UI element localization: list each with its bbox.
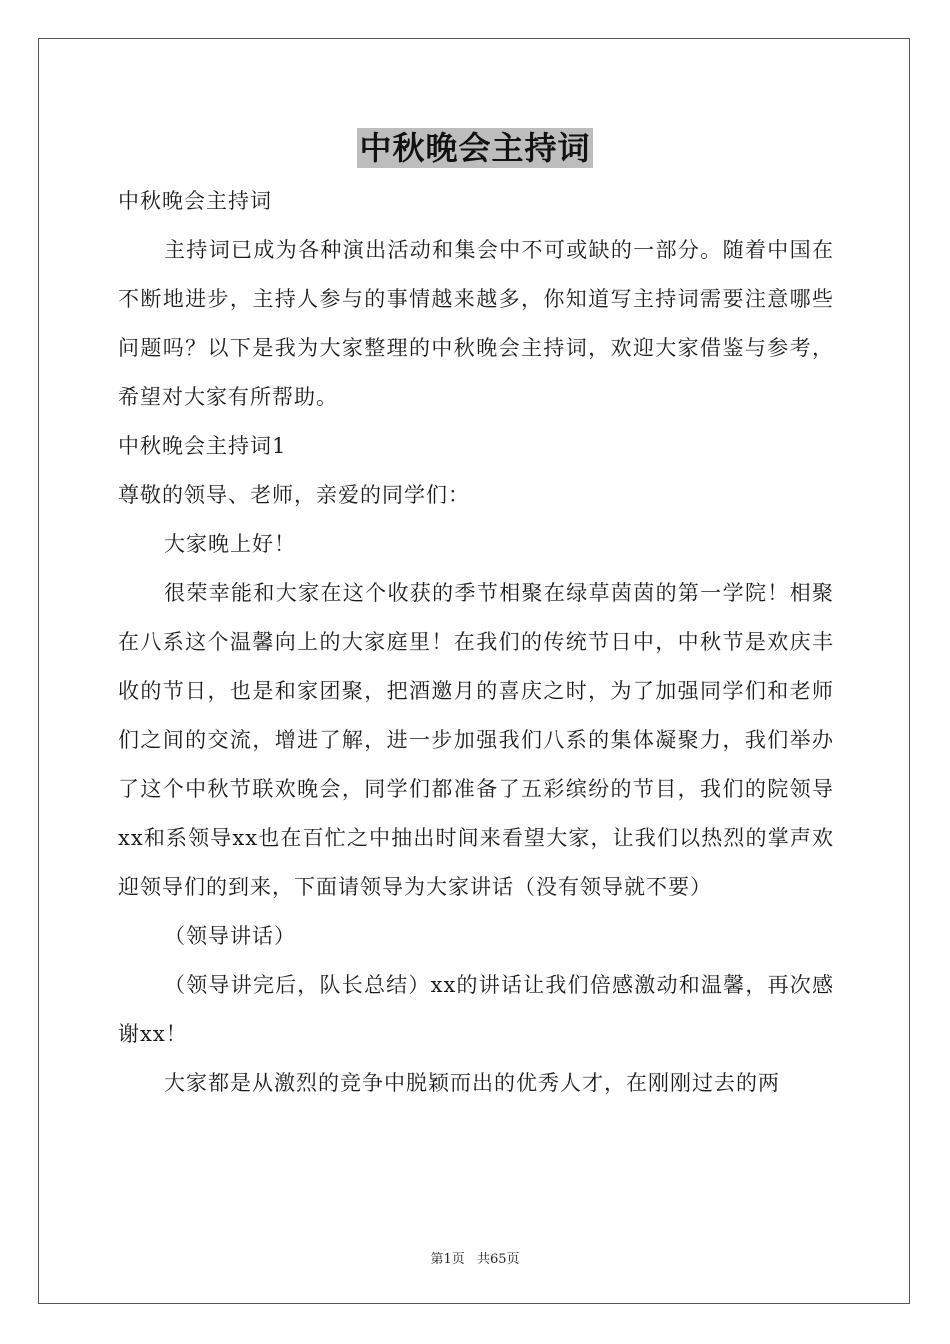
paragraph-thanks: （领导讲完后，队长总结）xx的讲话让我们倍感激动和温馨，再次感谢xx！ (118, 973, 834, 1046)
section-heading-1: 中秋晚会主持词1 (118, 434, 287, 458)
document-body (118, 177, 834, 1108)
page-total: 共65页 (476, 1252, 520, 1267)
paragraph-leader-speech: （领导讲话） (164, 924, 296, 948)
paragraph-greeting: 大家晚上好！ (164, 532, 296, 556)
paragraph-subtitle: 中秋晚会主持词 (118, 189, 272, 213)
page-number: 第1页 (430, 1252, 465, 1267)
document-title: 中秋晚会主持词 (359, 129, 591, 167)
paragraph-welcome: 很荣幸能和大家在这个收获的季节相聚在绿草茵茵的第一学院！相聚在八系这个温馨向上的大家庭里！在我们的传统节日中，中秋节是欢庆丰收的节日，也是和家团聚，把酒邀月的喜庆之时，为了加强同学们和老师们之间的交流，增进了解，进一步加强我们八系的集体凝聚力，我们举办了这个中秋节联欢晚会，同学们都准备了五彩缤纷的节目，我们的院领导xx和系领导xx也在百忙之中抽出时间来看望大家，让我们以热烈的掌声欢迎领导们的到来，下面请领导为大家讲话（没有领导就不要） (118, 581, 834, 899)
paragraph-intro: 主持词已成为各种演出活动和集会中不可或缺的一部分。随着中国在不断地进步，主持人参与的事情越来越多，你知道写主持词需要注意哪些问题吗？以下是我为大家整理的中秋晚会主持词，欢迎大家借鉴与参考，希望对大家有所帮助。 (118, 238, 834, 409)
page-footer (0, 1248, 950, 1267)
paragraph-salutation: 尊敬的领导、老师，亲爱的同学们： (118, 483, 470, 507)
paragraph-continued: 大家都是从激烈的竞争中脱颖而出的优秀人才，在刚刚过去的两 (164, 1071, 780, 1095)
title-container (0, 128, 950, 168)
